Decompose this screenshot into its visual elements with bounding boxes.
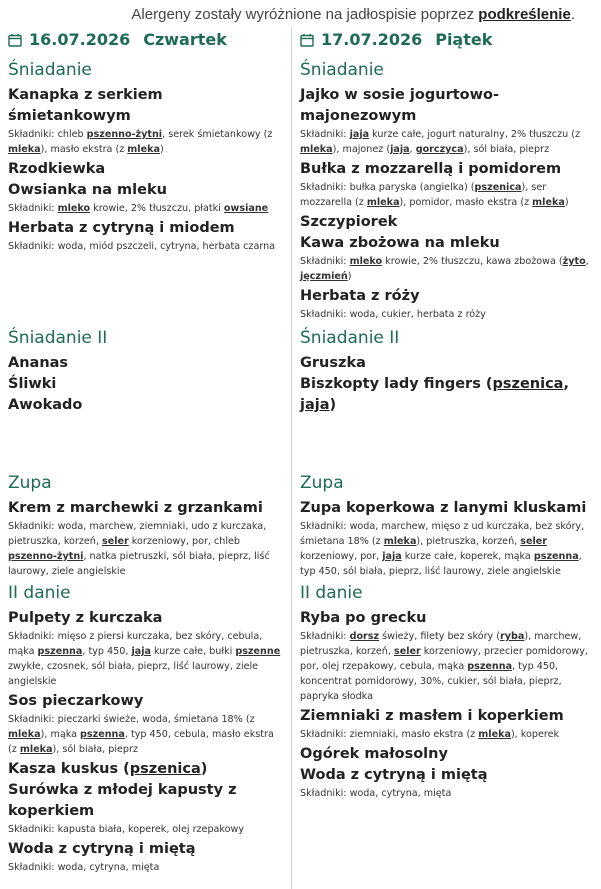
dish-name [8,608,285,629]
text-segment: Składniki: woda, marchew, mięso z ud kurczaka, bez skóry, śmietana 18% (z [300,521,585,547]
dish-name [300,498,595,519]
allergen-highlight: mleko [57,203,91,214]
text-segment: Ziemniaki z masłem i koperkiem [300,708,564,724]
allergen-highlight: dorsz [349,631,380,642]
dish-ingredients [8,201,285,216]
text-segment: Składniki: pieczarki świeże, woda, śmietana 18% (z [8,714,255,725]
allergen-highlight: żyto [562,256,586,267]
text-segment: ), sól biała, pieprz [52,744,138,755]
text-segment: Składniki: [300,256,350,267]
allergen-highlight: jaja [300,397,330,413]
text-segment: ), marchew, pietruszka, korzeń, [300,631,582,657]
text-segment: Krem z marchewki z grzankami [8,500,263,516]
text-segment: Szczypiorek [300,214,398,230]
text-segment: korzeniowy, por, chleb [128,536,241,547]
text-segment: Składniki: [300,129,350,140]
day-weekday: Piątek [435,30,493,49]
dish-name [8,353,285,374]
dish-ingredients [8,519,285,579]
allergen-highlight: mleka [478,729,511,740]
allergen-highlight: ryba [500,631,525,642]
text-segment: , [563,376,569,392]
dish-ingredients [300,727,595,742]
text-segment: ) [329,397,337,413]
dish-ingredients [300,180,595,210]
day-column [0,27,292,889]
text-segment: Woda z cytryną i miętą [300,767,488,783]
allergen-highlight: jaja [390,144,410,155]
dish-ingredients [300,786,595,801]
meal-title: Zupa [300,473,344,493]
allergen-highlight: pszenica [492,376,564,392]
meal-title: Zupa [8,473,52,493]
text-segment: Jajko w sosie jogurtowo-majonezowym [300,87,499,124]
text-segment: Rzodkiewka [8,161,106,177]
dish-name [8,180,285,201]
dish-name [8,839,285,860]
text-segment: kurze całe, jogurt naturalny, 2% tłuszczu (z [369,129,581,140]
dish-ingredients [8,127,285,157]
text-segment: ), ser mozzarella (z [300,182,547,208]
meal-section [8,472,285,581]
text-segment: , typ 450, koncentrat pomidorowy, 30%, cukier, sól biała, pieprz, papryka słodka [300,661,562,702]
meal-title: Śniadanie II [300,328,400,348]
dish-name [300,233,595,254]
dish-name [8,374,285,395]
dish-name [8,85,285,127]
text-segment: Woda z cytryną i miętą [8,841,196,857]
text-segment: krowie, 2% tłuszczu, płatki [90,203,224,214]
text-segment: ), masło ekstra (z [40,144,128,155]
day-weekday: Czwartek [143,30,227,49]
meal-title: Śniadanie [8,60,92,80]
dish-name [300,608,595,629]
meal-section [300,582,595,803]
text-segment: , natka pietruszki, sól biała, pieprz, liść laurowy, ziele angielskie [8,551,270,577]
text-segment: ) [200,761,208,777]
allergen-notice-end: . [570,6,575,23]
meal-section [8,59,285,256]
allergen-highlight: seler [102,536,129,547]
text-segment: Składniki: mięso z piersi kurczaka, bez skóry, cebula, mąka [8,631,263,657]
dish-name [8,218,285,239]
meal-title: II danie [300,583,363,603]
text-segment: , typ 450, [82,646,132,657]
text-segment: , [585,256,589,267]
text-segment: Gruszka [300,355,366,371]
allergen-highlight: jęczmień [300,271,348,282]
dish-name [300,765,595,786]
dish-ingredients [300,519,595,579]
text-segment: ), pomidor, masło ekstra (z [399,197,533,208]
text-segment: Bułka z mozzarellą i pomidorem [300,161,562,177]
allergen-highlight: pszenna [467,661,513,672]
allergen-highlight: pszenica [474,182,522,193]
text-segment: Składniki: chleb [8,129,87,140]
text-segment: świeży, filety bez skóry ( [379,631,501,642]
dish-ingredients [300,254,595,284]
text-segment: ) [159,144,164,155]
text-segment: Sos pieczarkowy [8,693,144,709]
text-segment: Ryba po grecku [300,610,427,626]
day-date: 17.07.2026 [321,30,423,49]
dish-name [8,159,285,180]
text-segment: Biszkopty lady fingers ( [300,376,493,392]
text-segment: Kawa zbożowa na mleku [300,235,500,251]
meal-section [8,327,285,416]
allergen-highlight: pszenna [533,551,579,562]
text-segment: krowie, 2% tłuszczu, kawa zbożowa ( [382,256,563,267]
allergen-highlight: jaja [349,129,370,140]
calendar-icon [8,33,22,47]
dish-name [300,85,595,127]
allergen-highlight: jaja [382,551,402,562]
allergen-highlight: pszenno-żytni [86,129,163,140]
text-segment: kurze całe, koperek, mąka [401,551,534,562]
meal-title: II danie [8,583,71,603]
text-segment: zwykłe, czosnek, sól biała, pieprz, liść laurowy, ziele angielskie [8,661,259,687]
text-segment: korzeniowy, por, [300,551,383,562]
day-column [292,27,601,889]
text-segment: ), koperek [510,729,560,740]
dish-ingredients [8,239,285,254]
text-segment: , serek śmietankowy (z [162,129,273,140]
allergen-highlight: mleka [383,536,417,547]
day-header [8,27,283,52]
text-segment: Zupa koperkowa z lanymi kluskami [300,500,587,516]
allergen-highlight: pszenna [37,646,83,657]
text-segment: Awokado [8,397,83,413]
dish-ingredients [300,629,595,704]
text-segment: ), pietruszka, korzeń, [416,536,521,547]
allergen-highlight: mleka [19,744,53,755]
text-segment: Składniki: kapusta biała, koperek, olej rzepakowy [8,824,245,835]
day-header [300,27,593,52]
allergen-highlight: seler [520,536,548,547]
text-segment: kurze całe, bułki [150,646,236,657]
meal-section [300,327,595,416]
day-date: 16.07.2026 [29,30,131,49]
dish-name [8,759,285,780]
meal-section [8,582,285,877]
text-segment: Pulpety z kurczaka [8,610,163,626]
text-segment: ) [564,197,569,208]
text-segment: ), majonez ( [332,144,391,155]
meal-title: Śniadanie [300,60,384,80]
dish-name [300,212,595,233]
dish-name [300,706,595,727]
dish-name [300,374,595,416]
text-segment: Kanapka z serkiem śmietankowym [8,87,163,124]
meal-section [300,59,595,324]
dish-ingredients [300,127,595,157]
text-segment: Składniki: [8,203,58,214]
text-segment: Owsianka na mleku [8,182,167,198]
allergen-highlight: mleka [300,144,333,155]
dish-ingredients [8,822,285,837]
allergen-highlight: mleka [366,197,400,208]
text-segment: Herbata z róży [300,288,420,304]
dish-name [300,353,595,374]
text-segment: Składniki: ziemniaki, masło ekstra (z [300,729,479,740]
allergen-highlight: owsiane [223,203,269,214]
dish-ingredients [8,629,285,689]
allergen-highlight: pszenica [129,761,201,777]
calendar-icon [300,33,314,47]
allergen-highlight: mleko [349,256,383,267]
text-segment: Składniki: [300,631,350,642]
allergen-highlight: pszenna [80,729,125,740]
dish-name [300,159,595,180]
text-segment: Składniki: woda, miód pszczeli, cytryna, herbata czarna [8,241,276,252]
dish-ingredients [8,712,285,757]
text-segment: Śliwki [8,376,57,392]
allergen-highlight: pszenno-żytni [8,551,84,562]
text-segment: ), sól biała, pieprz [463,144,550,155]
allergen-highlight: mleka [532,197,565,208]
dish-ingredients [8,860,285,875]
dish-name [300,744,595,765]
allergen-notice-emphasis: podkreślenie [478,6,571,23]
text-segment: Kasza kuskus ( [8,761,130,777]
text-segment: ), mąka [40,729,81,740]
allergen-highlight: pszenne [235,646,281,657]
dish-ingredients [300,307,595,322]
allergen-highlight: mleka [127,144,160,155]
dish-name [8,395,285,416]
text-segment: korzeniowy, przecier pomidorowy, por, olej rzepakowy, cebula, mąka [300,646,588,672]
dish-name [8,498,285,519]
allergen-notice [131,6,575,23]
dish-name [300,286,595,307]
text-segment: Surówka z młodej kapusty z koperkiem [8,782,237,819]
text-segment: Składniki: woda, marchew, ziemniaki, udo z kurczaka, pietruszka, korzeń, [8,521,267,547]
text-segment: ) [347,271,352,282]
allergen-notice-text: Alergeny zostały wyróżnione na jadłospisie poprzez [131,6,479,23]
text-segment: , typ 450, cebula, masło ekstra (z [8,729,274,755]
text-segment: Ogórek małosolny [300,746,448,762]
allergen-highlight: jaja [131,646,151,657]
allergen-highlight: mleka [8,729,41,740]
allergen-highlight: gorczyca [415,144,464,155]
text-segment: , typ 450, sól biała, pieprz, liść laurowy, ziele angielskie [300,551,582,577]
dish-name [8,691,285,712]
text-segment: Składniki: woda, cytryna, mięta [8,862,160,873]
meal-title: Śniadanie II [8,328,108,348]
text-segment: Składniki: bułka paryska (angielka) ( [300,182,475,193]
text-segment: , [409,144,416,155]
text-segment: Ananas [8,355,69,371]
meal-section [300,472,595,581]
dish-name [8,780,285,822]
text-segment: Składniki: woda, cytryna, mięta [300,788,452,799]
text-segment: Herbata z cytryną i miodem [8,220,235,236]
allergen-highlight: mleka [8,144,41,155]
allergen-highlight: seler [394,646,421,657]
text-segment: Składniki: woda, cukier, herbata z róży [300,309,486,320]
